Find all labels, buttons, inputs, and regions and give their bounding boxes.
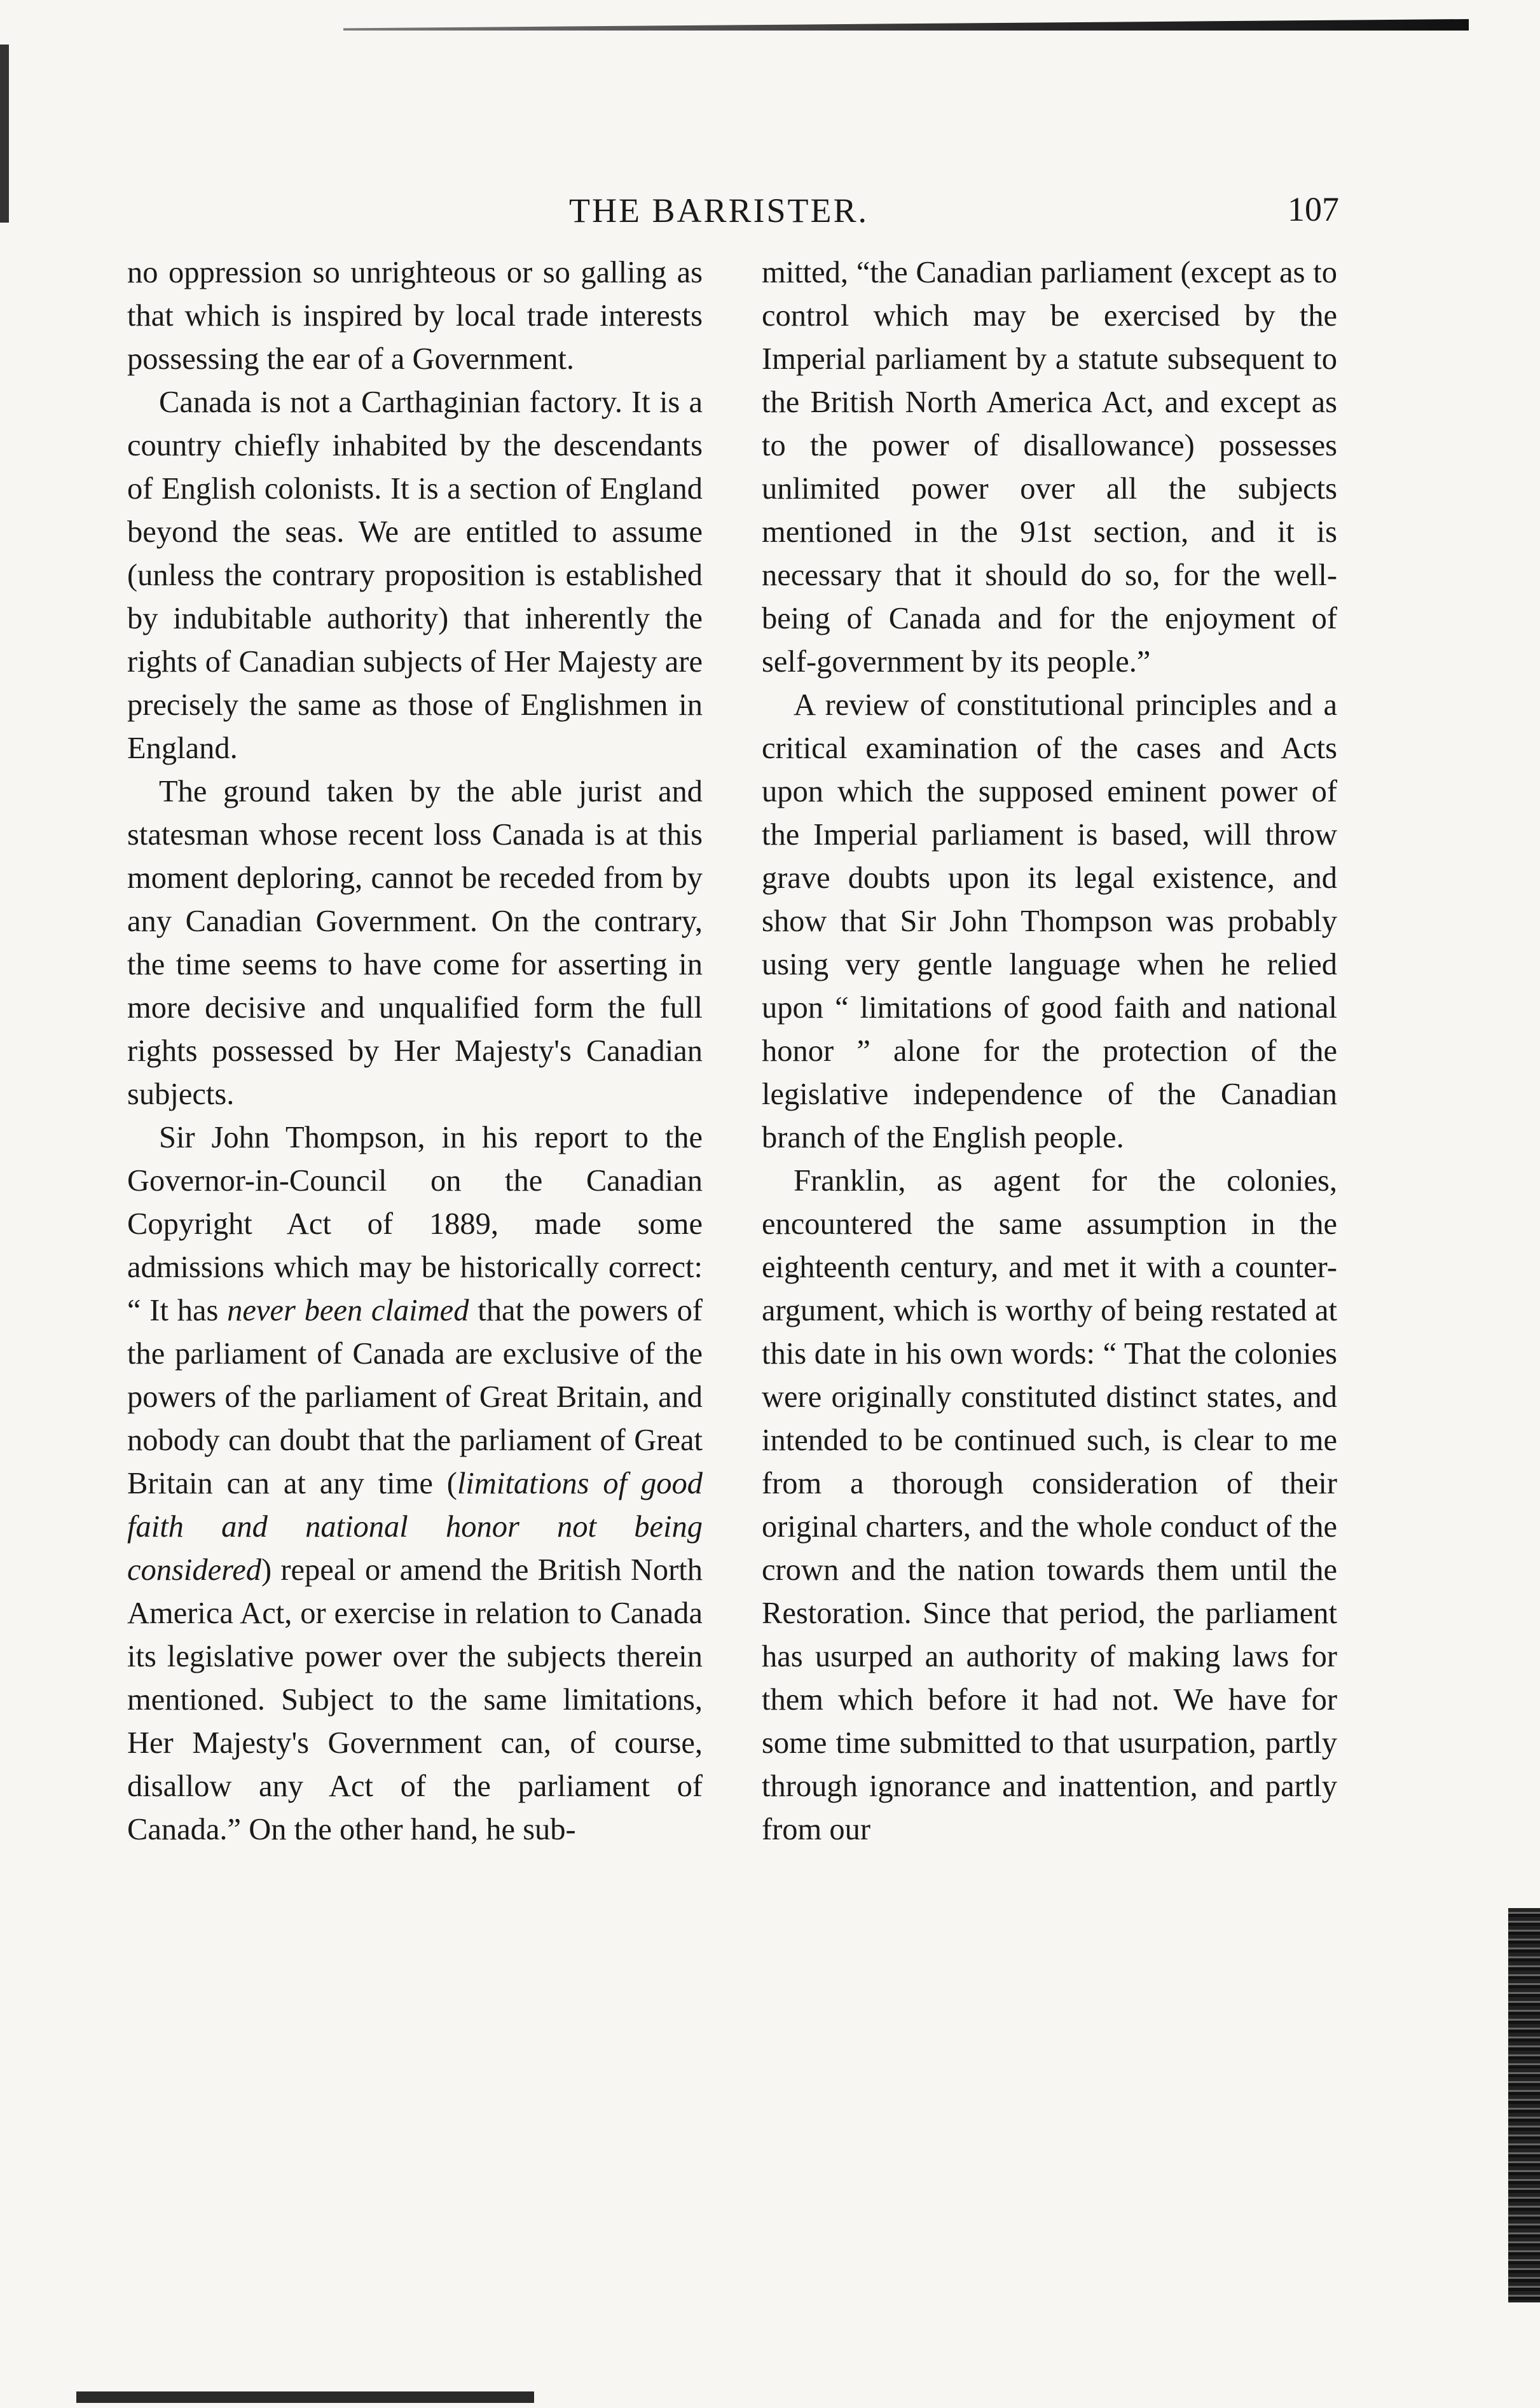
page-number: 107 (1288, 190, 1339, 228)
running-head: THE BARRISTER. (569, 191, 869, 230)
paragraph: no oppression so unrighteous or so galling as that which is inspired by local trade interests possessing the ear of a Government. (127, 256, 703, 376)
italic-run: never been claimed (227, 1294, 469, 1327)
paragraph: Franklin, as agent for the colonies, encountered the same assumption in the eighteenth century, and met it with a counter-argument, which is worthy of being restated at this date in his own words: “ That the colonies were originally constituted distinct states, and intended to be continued such, is clear to me from a thorough consideration of their original charters, and the whole conduct of the crown and the nation towards them until the Restoration. Since that period, the parliament has usurped an authority of making laws for them which before it had not. We have for some time submitted to that usurpation, partly through ignorance and inattention, and partly from our (762, 1164, 1337, 1846)
top-rule (343, 19, 1469, 31)
paragraph: mitted, “the Canadian parliament (except as to control which may be exercised by the Imperial parliament by a statute subsequent to the British North America Act, and except as to the power of disallowance) possesses unlimited power over all the subjects mentioned in the 91st section, and it is necessary that it should do so, for the well-being of Canada and for the enjoyment of self-government by its people.” (762, 256, 1337, 679)
left-column (127, 251, 703, 1851)
paragraph (127, 1116, 703, 1851)
paragraph: A review of constitutional principles and a critical examination of the cases and Acts upon which the supposed eminent power of the Imperial parliament is based, will throw grave doubts upon its legal existence, and show that Sir John Thompson was probably using very gentle language when he relied upon “ limitations of good faith and national honor ” alone for the protection of the legislative independence of the Canadian branch of the English people. (762, 688, 1337, 1154)
italic-run: limitations of good faith and national honor not being considered (127, 1467, 703, 1587)
text-run: that the powers of the parliament of Canada are exclusive of the powers of the parliament of Great Britain, and nobody can doubt that the parliament of Great Britain can at any time ( (127, 1294, 703, 1500)
scan-edge-right (1508, 1908, 1540, 2302)
scan-edge-left (0, 45, 9, 223)
right-column (762, 251, 1337, 1851)
paragraph: The ground taken by the able jurist and statesman whose recent loss Canada is at this moment deploring, cannot be receded from by any Canadian Government. On the contrary, the time seems to have come for asserting in more decisive and unqualified form the full rights possessed by Her Majesty's Canadian subjects. (127, 775, 703, 1111)
text-run: Sir John Thompson, in his report to the Governor-in-Council on the Canadian Copyright Act of 1889, made some admissions which may be historically correct: “ It has (127, 1121, 703, 1327)
text-run: ) repeal or amend the British North America Act, or exercise in relation to Canada its legislative power over the subjects therein mentioned. Subject to the same limitations, Her Majesty's Government can, of course, disallow any Act of the parliament of Canada.” On the other hand, he sub- (127, 1553, 703, 1846)
bottom-rule (76, 2391, 534, 2403)
paragraph: Canada is not a Carthaginian factory. It is a country chiefly inhabited by the descendants of English colonists. It is a section of England beyond the seas. We are entitled to assume (unless the contrary proposition is established by indubitable authority) that inherently the rights of Canadian subjects of Her Majesty are precisely the same as those of Englishmen in England. (127, 385, 703, 765)
